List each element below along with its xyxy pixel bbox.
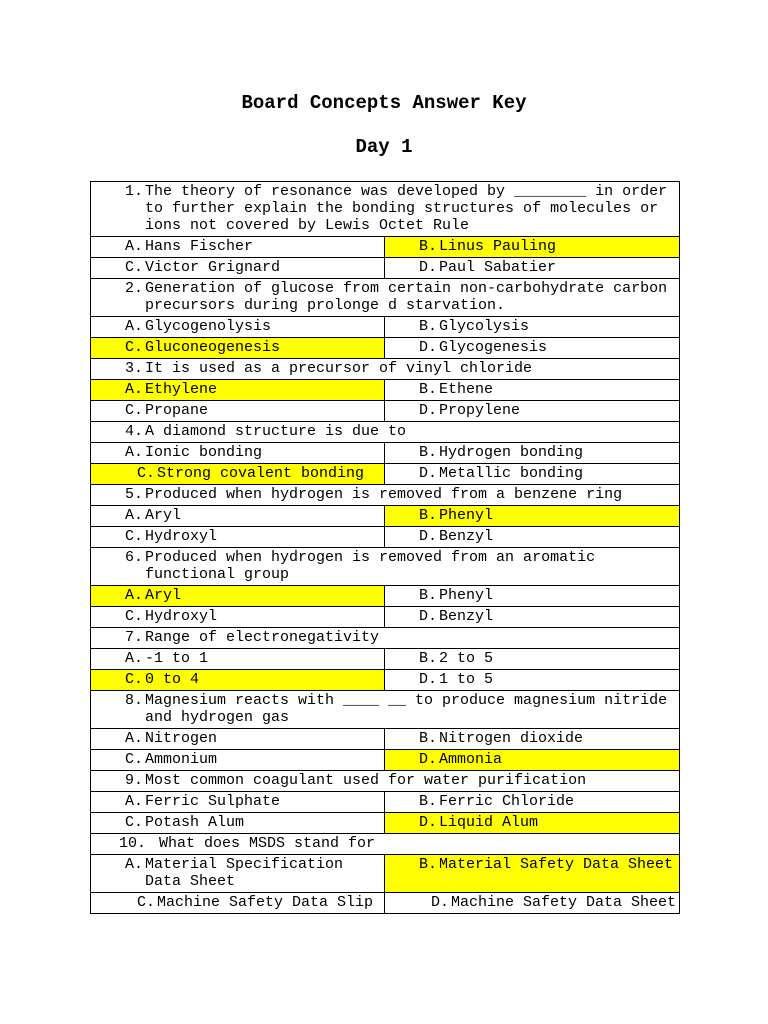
option-letter: C. (124, 528, 143, 545)
question-number: 8. (124, 692, 143, 709)
option-letter: D. (418, 751, 437, 768)
option-cell (385, 855, 680, 893)
option-cell (385, 649, 680, 670)
option-letter: D. (418, 402, 437, 419)
option-letter: B. (418, 318, 437, 335)
option-cell (91, 813, 385, 834)
question-number: 7. (124, 629, 143, 646)
option-text: Gluconeogenesis (145, 339, 281, 356)
option-row (91, 443, 680, 464)
question-number: 10. (119, 835, 147, 852)
option-letter: C. (124, 814, 143, 831)
option-letter: D. (418, 339, 437, 356)
option-letter: C. (124, 671, 143, 688)
option-text: Hydroxyl (145, 608, 218, 625)
option-text: Ammonia (439, 751, 503, 768)
option-cell (385, 750, 680, 771)
option-letter: D. (418, 671, 437, 688)
option-cell (91, 317, 385, 338)
option-letter: A. (124, 381, 143, 398)
option-text: Machine Safety Data Sheet (451, 894, 677, 911)
option-letter: D. (430, 894, 449, 911)
option-text: Strong covalent bonding (157, 465, 365, 482)
question-row (91, 548, 680, 586)
option-row (91, 792, 680, 813)
option-letter: A. (124, 318, 143, 335)
option-text: Metallic bonding (439, 465, 584, 482)
option-text: Hydrogen bonding (439, 444, 584, 461)
option-text: 2 to 5 (439, 650, 494, 667)
option-text: -1 to 1 (145, 650, 209, 667)
option-cell (91, 750, 385, 771)
option-text: Benzyl (439, 528, 494, 545)
option-cell (385, 893, 680, 914)
option-cell (91, 607, 385, 628)
question-number: 6. (124, 549, 143, 566)
question-text: Range of electronegativity (145, 629, 380, 646)
option-cell (91, 237, 385, 258)
option-text: Aryl (145, 587, 182, 604)
option-letter: C. (124, 608, 143, 625)
option-letter: A. (124, 793, 143, 810)
option-cell (91, 401, 385, 422)
option-letter: D. (418, 608, 437, 625)
option-cell (385, 813, 680, 834)
question-text: It is used as a precursor of vinyl chloride (145, 360, 533, 377)
option-row (91, 670, 680, 691)
option-text: Phenyl (439, 587, 494, 604)
question-text: The theory of resonance was developed by ________ in order to further explain the bonding structures of molecules or ions not covered by Lewis Octet Rule (145, 183, 668, 234)
option-row (91, 527, 680, 548)
option-row (91, 380, 680, 401)
question-number: 5. (124, 486, 143, 503)
answer-key-table (90, 181, 680, 914)
option-row (91, 401, 680, 422)
option-cell (91, 338, 385, 359)
option-cell (385, 586, 680, 607)
option-letter: A. (124, 444, 143, 461)
page-subtitle: Day 1 (355, 136, 413, 158)
option-letter: B. (418, 507, 437, 524)
option-cell (91, 506, 385, 527)
option-text: Ferric Sulphate (145, 793, 281, 810)
option-text: Linus Pauling (439, 238, 557, 255)
option-text: Glycogenesis (439, 339, 548, 356)
option-text: Material Safety Data Sheet (439, 856, 674, 873)
option-row (91, 338, 680, 359)
option-row (91, 464, 680, 485)
option-letter: A. (124, 856, 143, 873)
question-row (91, 691, 680, 729)
option-row (91, 607, 680, 628)
option-text: Glycolysis (439, 318, 530, 335)
option-text: Ferric Chloride (439, 793, 575, 810)
option-row (91, 317, 680, 338)
option-text: 1 to 5 (439, 671, 494, 688)
option-cell (91, 380, 385, 401)
question-cell (91, 771, 680, 792)
option-letter: A. (124, 507, 143, 524)
option-text: Hans Fischer (145, 238, 254, 255)
option-row (91, 586, 680, 607)
option-letter: D. (418, 259, 437, 276)
option-cell (385, 258, 680, 279)
question-cell (91, 691, 680, 729)
option-text: Phenyl (439, 507, 494, 524)
option-row (91, 893, 680, 914)
option-row (91, 506, 680, 527)
option-letter: C. (124, 339, 143, 356)
option-letter: B. (418, 444, 437, 461)
option-cell (385, 527, 680, 548)
option-text: Ethylene (145, 381, 218, 398)
option-text: Glycogenolysis (145, 318, 272, 335)
option-cell (385, 506, 680, 527)
question-cell (91, 485, 680, 506)
option-row (91, 750, 680, 771)
option-cell (91, 729, 385, 750)
option-letter: A. (124, 730, 143, 747)
option-letter: C. (124, 402, 143, 419)
option-text: Potash Alum (145, 814, 245, 831)
question-text: A diamond structure is due to (145, 423, 407, 440)
option-text: Propane (145, 402, 209, 419)
question-row (91, 628, 680, 649)
option-letter: C. (136, 465, 155, 482)
option-letter: B. (418, 730, 437, 747)
option-cell (91, 464, 385, 485)
option-letter: D. (418, 465, 437, 482)
option-letter: B. (418, 793, 437, 810)
question-row (91, 422, 680, 443)
option-cell (91, 443, 385, 464)
option-text: Propylene (439, 402, 521, 419)
question-row (91, 834, 680, 855)
question-text: Generation of glucose from certain non-carbohydrate carbon precursors during prolonge d starvation. (145, 280, 668, 314)
question-cell (91, 182, 680, 237)
option-cell (91, 649, 385, 670)
option-cell (91, 893, 385, 914)
option-cell (385, 607, 680, 628)
option-cell (385, 792, 680, 813)
question-row (91, 279, 680, 317)
option-letter: A. (124, 587, 143, 604)
option-text: Hydroxyl (145, 528, 218, 545)
option-letter: C. (136, 894, 155, 911)
option-row (91, 649, 680, 670)
option-cell (385, 729, 680, 750)
option-text: Ammonium (145, 751, 218, 768)
question-row (91, 182, 680, 237)
option-text: Material Specification Data Sheet (145, 856, 344, 890)
option-letter: B. (418, 587, 437, 604)
option-letter: D. (418, 814, 437, 831)
option-letter: A. (124, 238, 143, 255)
option-cell (91, 586, 385, 607)
question-cell (91, 834, 680, 855)
question-cell (91, 279, 680, 317)
option-letter: B. (418, 650, 437, 667)
question-text: Magnesium reacts with ____ __ to produce magnesium nitride and hydrogen gas (145, 692, 668, 726)
question-number: 9. (124, 772, 143, 789)
option-letter: C. (124, 259, 143, 276)
option-cell (91, 855, 385, 893)
option-text: Liquid Alum (439, 814, 539, 831)
option-cell (91, 670, 385, 691)
option-letter: B. (418, 238, 437, 255)
question-cell (91, 422, 680, 443)
option-cell (385, 317, 680, 338)
question-text: Most common coagulant used for water purification (145, 772, 587, 789)
option-cell (91, 792, 385, 813)
question-text: What does MSDS stand for (159, 835, 376, 852)
option-cell (385, 237, 680, 258)
option-text: Benzyl (439, 608, 494, 625)
option-text: Nitrogen (145, 730, 218, 747)
question-number: 2. (124, 280, 143, 297)
option-letter: D. (418, 528, 437, 545)
option-text: Paul Sabatier (439, 259, 557, 276)
option-row (91, 237, 680, 258)
option-cell (385, 380, 680, 401)
question-number: 1. (124, 183, 143, 200)
question-cell (91, 359, 680, 380)
question-number: 3. (124, 360, 143, 377)
option-cell (385, 401, 680, 422)
option-letter: B. (418, 381, 437, 398)
option-row (91, 258, 680, 279)
option-text: Ethene (439, 381, 494, 398)
question-text: Produced when hydrogen is removed from an aromatic functional group (145, 549, 596, 583)
question-cell (91, 628, 680, 649)
option-cell (385, 464, 680, 485)
option-text: Ionic bonding (145, 444, 263, 461)
option-text: Aryl (145, 507, 182, 524)
question-number: 4. (124, 423, 143, 440)
option-text: 0 to 4 (145, 671, 200, 688)
question-text: Produced when hydrogen is removed from a benzene ring (145, 486, 623, 503)
option-text: Nitrogen dioxide (439, 730, 584, 747)
option-cell (385, 670, 680, 691)
question-row (91, 485, 680, 506)
question-cell (91, 548, 680, 586)
option-row (91, 813, 680, 834)
option-text: Machine Safety Data Slip (157, 894, 374, 911)
option-letter: B. (418, 856, 437, 873)
option-text: Victor Grignard (145, 259, 281, 276)
option-cell (385, 443, 680, 464)
option-letter: A. (124, 650, 143, 667)
option-cell (385, 338, 680, 359)
page-title: Board Concepts Answer Key (241, 92, 527, 114)
option-cell (91, 527, 385, 548)
question-row (91, 359, 680, 380)
option-row (91, 855, 680, 893)
question-row (91, 771, 680, 792)
option-cell (91, 258, 385, 279)
option-letter: C. (124, 751, 143, 768)
option-row (91, 729, 680, 750)
